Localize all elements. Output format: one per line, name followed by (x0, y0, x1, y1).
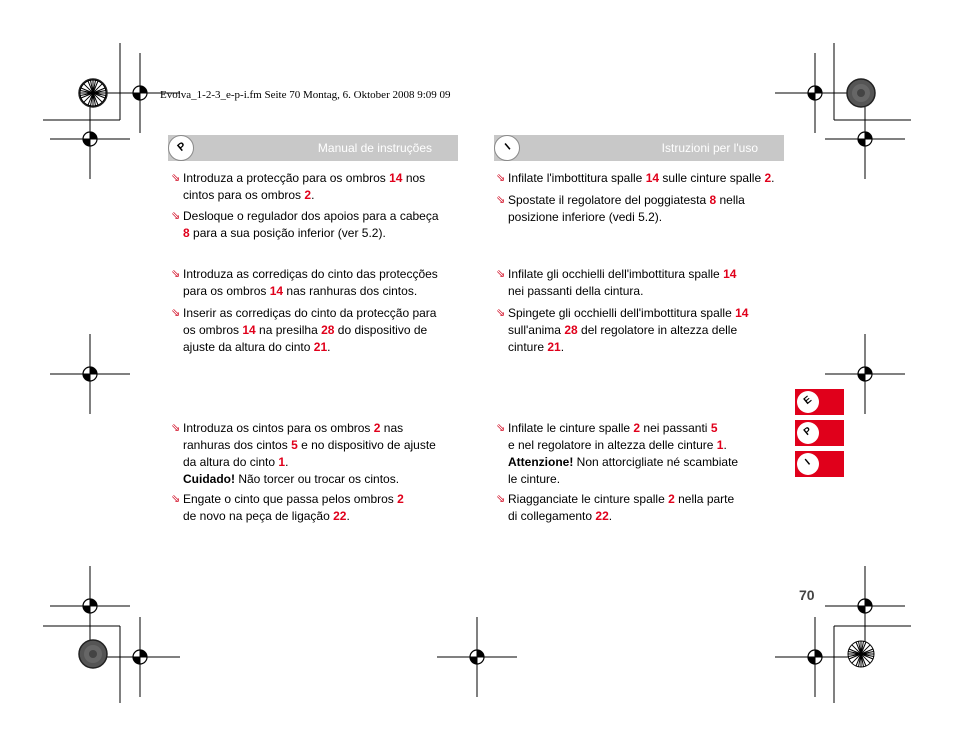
step-item: ⇘ Spostate il regolatore del poggiatesta 8 nella posizione inferiore (vedi 5.2). (496, 193, 745, 224)
arrow-icon: ⇘ (171, 210, 181, 222)
arrow-icon: ⇘ (171, 172, 181, 184)
step-item: ⇘ Infilate l'imbottitura spalle 14 sulle cinture spalle 2. (496, 171, 775, 185)
banner-italian (494, 135, 784, 161)
language-badge-icon: I (797, 453, 819, 475)
step-item: ⇘ Engate o cinto que passa pelos ombros 2 de novo na peça de ligação 22. (171, 492, 404, 523)
step-item: ⇘ Desloque o regulador dos apoios para a cabeça 8 para a sua posição inferior (ver 5.2). (171, 209, 439, 240)
arrow-icon: ⇘ (171, 268, 181, 280)
step-item: ⇘ Inserir as corrediças do cinto da protecção para os ombros 14 na presilha 28 do dispositivo de ajuste da altura do cinto 21. (171, 306, 437, 354)
language-badge-icon: I (494, 135, 520, 161)
banner-portuguese (168, 135, 458, 161)
side-tab-e (795, 389, 844, 415)
step-item: ⇘ Spingete gli occhielli dell'imbottitura spalle 14 sull'anima 28 del regolatore in altezza delle cinture 21. (496, 306, 749, 354)
step-item: ⇘ Introduza a protecção para os ombros 14 nos cintos para os ombros 2. (171, 171, 426, 202)
step-item: ⇘ Introduza os cintos para os ombros 2 nas ranhuras dos cintos 5 e no dispositivo de ajuste da altura do cinto 1. Cuidado! Não torcer ou trocar os cintos. (171, 421, 436, 486)
language-badge-icon: P (168, 135, 194, 161)
page-number: 70 (799, 587, 815, 603)
step-item: ⇘ Infilate le cinture spalle 2 nei passanti 5 e nel regolatore in altezza delle cinture 1. Attenzione! Non attorcigliate né scambiate le cinture. (496, 421, 739, 486)
arrow-icon: ⇘ (496, 194, 506, 206)
arrow-icon: ⇘ (496, 307, 506, 319)
step-item: ⇘ Introduza as corrediças do cinto das protecções para os ombros 14 nas ranhuras dos cintos. (171, 267, 438, 298)
banner-label: Manual de instruções (317, 141, 432, 155)
language-badge-icon: E (797, 391, 819, 413)
file-header: Evolva_1-2-3_e-p-i.fm Seite 70 Montag, 6. Oktober 2008 9:09 09 (160, 89, 451, 101)
arrow-icon: ⇘ (496, 422, 506, 434)
side-tab-p (795, 420, 844, 446)
arrow-icon: ⇘ (171, 493, 181, 505)
step-item: ⇘ Riagganciate le cinture spalle 2 nella parte di collegamento 22. (496, 492, 735, 523)
arrow-icon: ⇘ (171, 422, 181, 434)
step-item: ⇘ Infilate gli occhielli dell'imbottitura spalle 14 nei passanti della cintura. (496, 267, 737, 298)
arrow-icon: ⇘ (171, 307, 181, 319)
side-tab-i (795, 451, 844, 477)
language-badge-icon: P (797, 422, 819, 444)
arrow-icon: ⇘ (496, 268, 506, 280)
banner-label: Istruzioni per l'uso (661, 141, 758, 155)
arrow-icon: ⇘ (496, 493, 506, 505)
arrow-icon: ⇘ (496, 172, 506, 184)
